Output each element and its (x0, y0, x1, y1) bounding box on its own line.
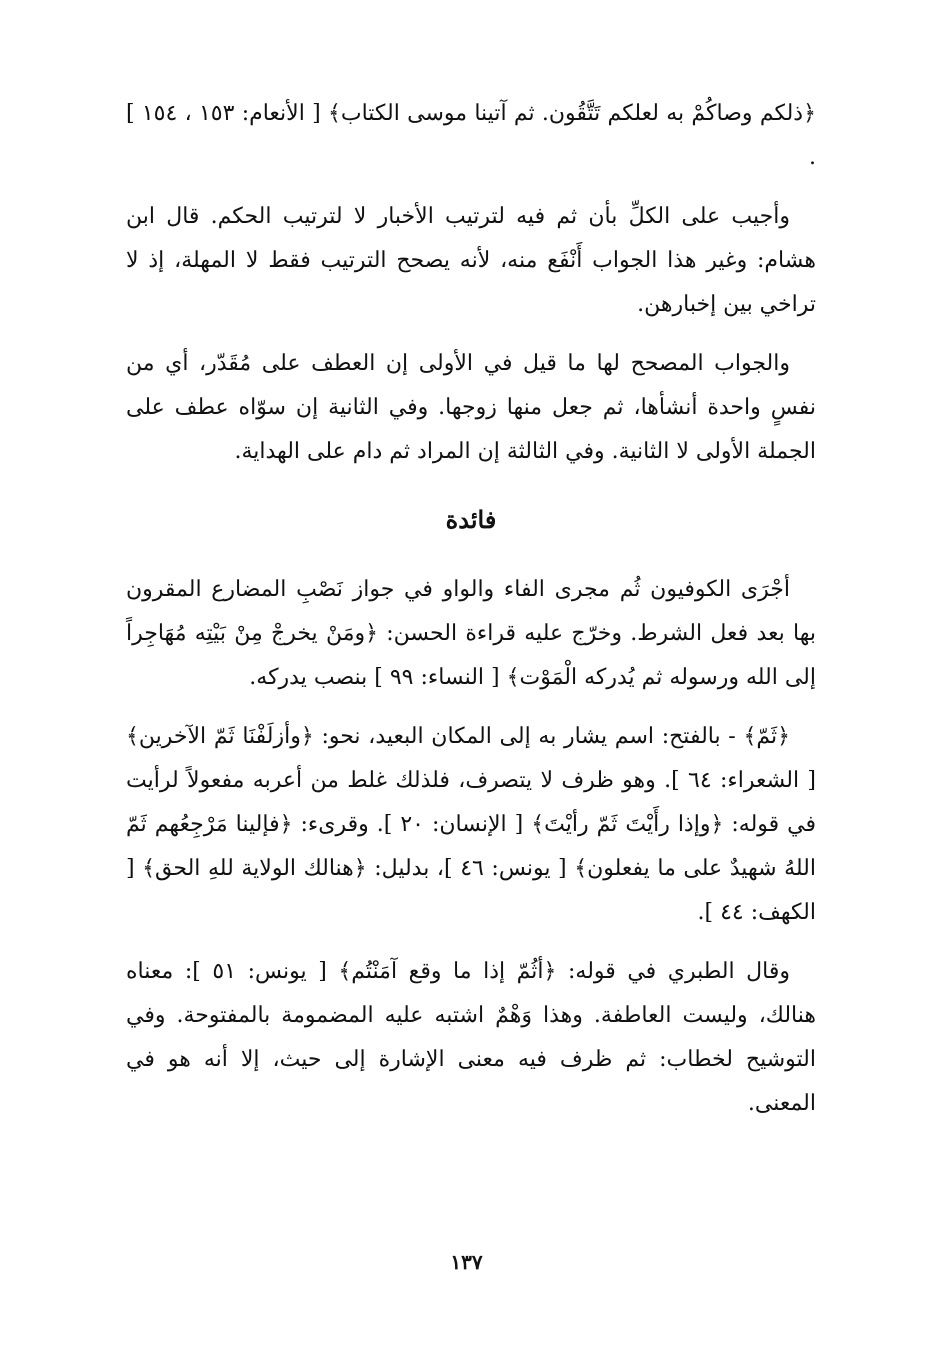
paragraph-6: وقال الطبري في قوله: ﴿أثُمّ إذا ما وقع آمَنْتُم﴾ [ يونس: ٥١ ]: معناه هنالك، وليست العاطفة. وهذا وَهْمٌ اشتبه عليه المضمومة بالمفتوحة. وفي التوشيح لخطاب: ثم ظرف فيه معنى الإشارة إلى حيث، إلا أنه هو في المعنى. (126, 959, 816, 1116)
paragraph-4: أجْرَى الكوفيون ثُم مجرى الفاء والواو في جواز نَصْبِ المضارع المقرون بها بعد فعل الشرط. وخرّج عليه قراءة الحسن: ﴿ومَنْ يخرجْ مِنْ بَيْتِه مُهَاجِراً إلى الله ورسوله ثم يُدركه الْمَوْت﴾ [ النساء: ٩٩ ] بنصب يدركه. (126, 577, 816, 690)
paragraph-5: ﴿ثَمّ﴾ - بالفتح: اسم يشار به إلى المكان البعيد، نحو: ﴿وأزلَفْنَا ثَمّ الآخرين﴾ [ الشعراء: ٦٤ ]. وهو ظرف لا يتصرف، فلذلك غلط من أعربه مفعولاً لرأيت في قوله: ﴿وإذا رأَيْتَ ثَمّ رأيْتَ﴾ [ الإنسان: ٢٠ ]. وقرىء: ﴿فإلينا مَرْجِعُهم ثَمّ اللهُ شهيدٌ على ما يفعلون﴾ [ يونس: ٤٦ ]، بدليل: ﴿هنالك الولاية للهِ الحق﴾ [ الكهف: ٤٤ ]. (126, 724, 817, 925)
page-body (126, 92, 816, 1141)
paragraph-1: ﴿ذلكم وصاكُمْ به لعلكم تَتَّقُون. ثم آتينا موسى الكتاب﴾ [ الأنعام: ١٥٣ ، ١٥٤ ] . (126, 101, 816, 170)
page-number: ١٣٧ (450, 1250, 483, 1274)
paragraph-2: وأجيب على الكلِّ بأن ثم فيه لترتيب الأخبار لا لترتيب الحكم. قال ابن هشام: وغير هذا الجواب أَنْفَع منه، لأنه يصحح الترتيب فقط لا المهلة، إذ لا تراخي بين إخبارهن. (126, 204, 816, 317)
section-heading: فائدة (445, 505, 497, 534)
paragraph-3: والجواب المصحح لها ما قيل في الأولى إن العطف على مُقَدّر، أي من نفسٍ واحدة أنشأها، ثم جعل منها زوجها. وفي الثانية إن سوّاه عطف على الجملة الأولى لا الثانية. وفي الثالثة إن المراد ثم دام على الهداية. (126, 351, 816, 464)
